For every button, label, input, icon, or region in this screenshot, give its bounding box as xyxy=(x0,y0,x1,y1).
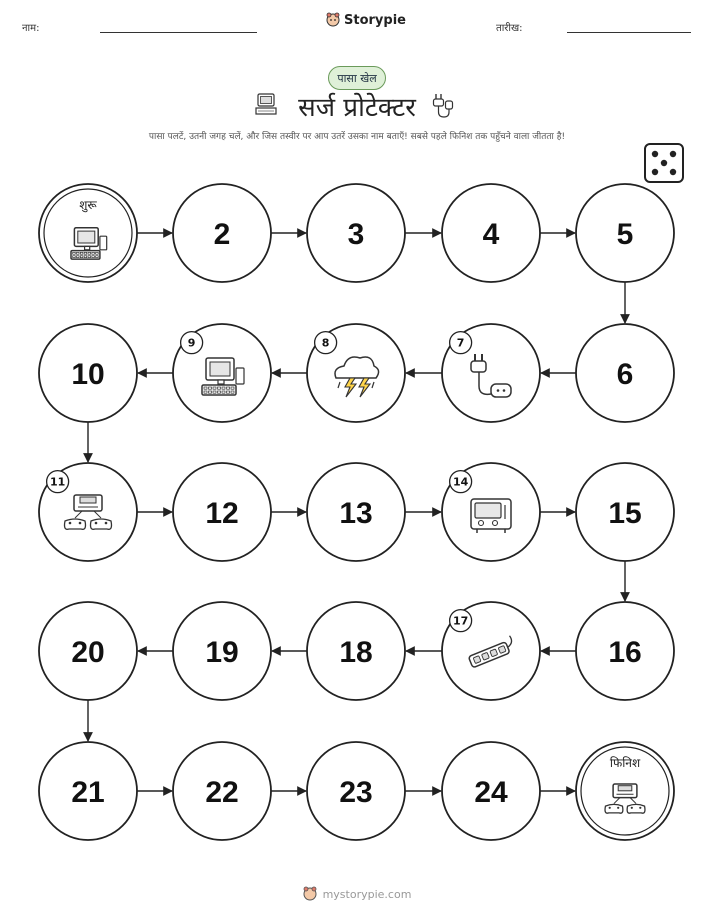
board-space-16 xyxy=(576,602,674,700)
space-number: 17 xyxy=(452,614,469,628)
start-label: शुरू xyxy=(79,198,97,212)
space-number: 7 xyxy=(456,336,465,350)
page-title: सर्ज प्रोटेक्टर xyxy=(298,93,416,123)
space-number: 16 xyxy=(608,636,642,669)
space-number: 10 xyxy=(71,358,105,391)
space-number: 23 xyxy=(339,776,373,809)
board-space-24 xyxy=(442,742,540,840)
space-number: 13 xyxy=(339,497,373,530)
space-number: 24 xyxy=(474,776,508,809)
finish-space xyxy=(576,742,674,840)
space-number: 8 xyxy=(321,336,330,350)
space-number: 18 xyxy=(339,636,373,669)
space-number: 6 xyxy=(616,358,634,391)
start-space xyxy=(39,184,137,282)
board-space-12 xyxy=(173,463,271,561)
space-number: 3 xyxy=(347,218,365,251)
space-number: 4 xyxy=(482,218,500,251)
space-number: 11 xyxy=(49,475,66,489)
space-number: 2 xyxy=(213,218,231,251)
board-space-20 xyxy=(39,602,137,700)
board-space-18 xyxy=(307,602,405,700)
board-space-19 xyxy=(173,602,271,700)
brand-name: Storypie xyxy=(344,12,406,28)
space-number: 12 xyxy=(205,497,239,530)
board-space-10 xyxy=(39,324,137,422)
space-number: 5 xyxy=(616,218,634,251)
space-number: 19 xyxy=(205,636,239,669)
board-space-6 xyxy=(576,324,674,422)
game-type-badge: पासा खेल xyxy=(328,66,386,90)
footer xyxy=(0,886,714,902)
board-space-17 xyxy=(442,602,540,700)
space-number: 9 xyxy=(187,336,196,350)
space-number: 14 xyxy=(452,475,469,489)
space-number: 22 xyxy=(205,776,239,809)
board-space-2 xyxy=(173,184,271,282)
board-space-8 xyxy=(307,324,405,422)
date-label: तारीख: xyxy=(496,23,523,34)
board-space-14 xyxy=(442,463,540,561)
board-space-22 xyxy=(173,742,271,840)
space-number: 20 xyxy=(71,636,105,669)
board-space-3 xyxy=(307,184,405,282)
board-space-7 xyxy=(442,324,540,422)
instructions: पासा पलटें, उतनी जगह चलें, और जिस तस्वीर पर आप उतरें उसका नाम बताएँ! सबसे पहले फिनिश तक पहुँचने वाला जीतता है! xyxy=(148,132,566,142)
footer-url: mystorypie.com xyxy=(322,887,412,901)
board-space-21 xyxy=(39,742,137,840)
board-space-5 xyxy=(576,184,674,282)
board-space-11 xyxy=(39,463,137,561)
storypie-logo-icon xyxy=(303,886,317,902)
space-number: 21 xyxy=(71,776,105,809)
board-space-13 xyxy=(307,463,405,561)
board-space-4 xyxy=(442,184,540,282)
board-space-9 xyxy=(173,324,271,422)
microwave-icon xyxy=(471,499,511,533)
board-space-23 xyxy=(307,742,405,840)
finish-label: फिनिश xyxy=(609,756,641,770)
space-number: 15 xyxy=(608,497,642,530)
board-space-15 xyxy=(576,463,674,561)
name-label: नाम: xyxy=(22,23,40,34)
